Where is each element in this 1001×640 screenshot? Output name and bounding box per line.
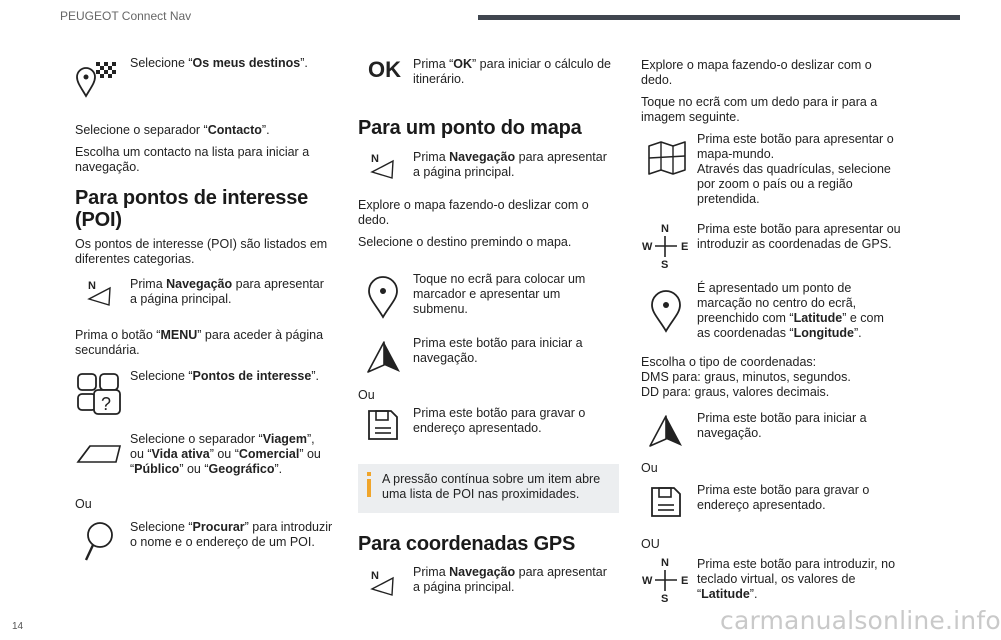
navigation-icon (367, 568, 397, 598)
ok-icon: OK (368, 57, 401, 82)
map-point-heading: Para um ponto do mapa (358, 117, 582, 139)
save-icon (649, 485, 683, 519)
explore-map-text-2: Explore o mapa fazendo-o deslizar com o dedo. (641, 58, 872, 87)
navigation-icon (367, 151, 397, 181)
category-tab-icon (76, 442, 122, 466)
gps-nav-text: Prima Navegação para apresentar a página principal. (413, 565, 607, 594)
my-destinations-flag-icon (74, 56, 118, 100)
explore-map-text: Explore o mapa fazendo-o deslizar com o dedo. (358, 198, 589, 227)
poi-nav-text: Prima Navegação para apresentar a página principal. (130, 277, 324, 306)
world-map-text: Prima este botão para apresentar o mapa-mundo. Através das quadrículas, selecione por zoom o país ou a região pretendida. (697, 132, 894, 206)
touch-marker-text: Toque no ecrã para colocar um marcador e apresentar um submenu. (413, 272, 586, 316)
map-marker-icon (366, 275, 400, 319)
svg-text:N: N (661, 557, 669, 569)
gps-heading: Para coordenadas GPS (358, 533, 576, 555)
svg-text:N: N (371, 570, 379, 582)
save-icon (366, 408, 400, 442)
navigation-icon (84, 278, 114, 308)
start-navigation-icon (366, 340, 402, 374)
or-label: Ou (641, 461, 658, 475)
save-address-text: Prima este botão para gravar o endereço apresentado. (413, 406, 586, 435)
start-navigation-icon (648, 414, 684, 448)
svg-text:E: E (681, 241, 689, 253)
start-nav-text: Prima este botão para iniciar a navegação. (413, 336, 583, 365)
coord-type-text: Escolha o tipo de coordenadas: DMS para: graus, minutos, segundos. DD para: graus, valores decimais. (641, 355, 851, 399)
svg-text:N: N (88, 280, 96, 292)
poi-heading: Para pontos de interesse (POI) (75, 187, 309, 231)
or-label: Ou (75, 497, 92, 511)
or-label-caps: OU (641, 537, 660, 551)
menu-button-text: Prima o botão “MENU” para aceder à página secundária. (75, 328, 324, 357)
page-number: 14 (12, 621, 24, 632)
svg-text:S: S (661, 593, 669, 605)
search-poi-text: Selecione “Procurar” para introduzir o nome e o endereço de um POI. (130, 520, 333, 549)
svg-text:W: W (642, 241, 653, 253)
svg-text:S: S (661, 259, 669, 271)
info-text: A pressão contínua sobre um item abre uma lista de POI nas proximidades. (382, 472, 601, 501)
info-icon (367, 479, 371, 497)
svg-text:N: N (661, 223, 669, 235)
contact-tab-text: Selecione o separador “Contacto”. (75, 123, 270, 137)
marker-coords-text: É apresentado um ponto de marcação no centro do ecrã, preenchido com “Latitude” e com as coordenadas “Longitude”. (697, 281, 884, 340)
touch-next-text: Toque no ecrã com um dedo para ir para a imagem seguinte. (641, 95, 878, 124)
select-poi-text: Selecione “Pontos de interesse”. (130, 369, 319, 383)
watermark: carmanualsonline.info (720, 606, 1001, 635)
search-icon (82, 520, 116, 564)
ok-text: Prima “OK” para iniciar o cálculo de itinerário. (413, 57, 611, 86)
info-box (358, 464, 619, 513)
gps-compass-icon (640, 222, 692, 270)
gps-coords-text: Prima este botão para apresentar ou introduzir as coordenadas de GPS. (697, 222, 901, 251)
start-nav-text-2: Prima este botão para iniciar a navegação. (697, 411, 867, 440)
my-destinations-text: Selecione “Os meus destinos”. (130, 56, 308, 70)
svg-text:N: N (371, 153, 379, 165)
or-label: Ou (358, 388, 375, 402)
gps-compass-icon (640, 556, 692, 604)
enter-latitude-text: Prima este botão para introduzir, no teclado virtual, os valores de “Latitude”. (697, 557, 896, 601)
svg-text:?: ? (101, 394, 112, 414)
map-nav-text: Prima Navegação para apresentar a página principal. (413, 150, 607, 179)
svg-text:E: E (681, 575, 689, 587)
svg-text:W: W (642, 575, 653, 587)
select-destination-text: Selecione o destino premindo o mapa. (358, 235, 572, 249)
map-marker-icon (649, 289, 683, 333)
contact-choose-text: Escolha um contacto na lista para iniciar a navegação. (75, 145, 310, 174)
header-title: PEUGEOT Connect Nav (60, 9, 192, 23)
select-category-tab-text: Selecione o separador “Viagem”, ou “Vida ativa” ou “Comercial” ou “Público” ou “Geográfico”. (130, 432, 321, 476)
header-rule (478, 15, 960, 20)
poi-intro-text: Os pontos de interesse (POI) são listados em diferentes categorias. (75, 237, 328, 266)
poi-categories-icon (76, 370, 122, 416)
save-address-text-2: Prima este botão para gravar o endereço apresentado. (697, 483, 870, 512)
world-map-icon (647, 140, 687, 176)
